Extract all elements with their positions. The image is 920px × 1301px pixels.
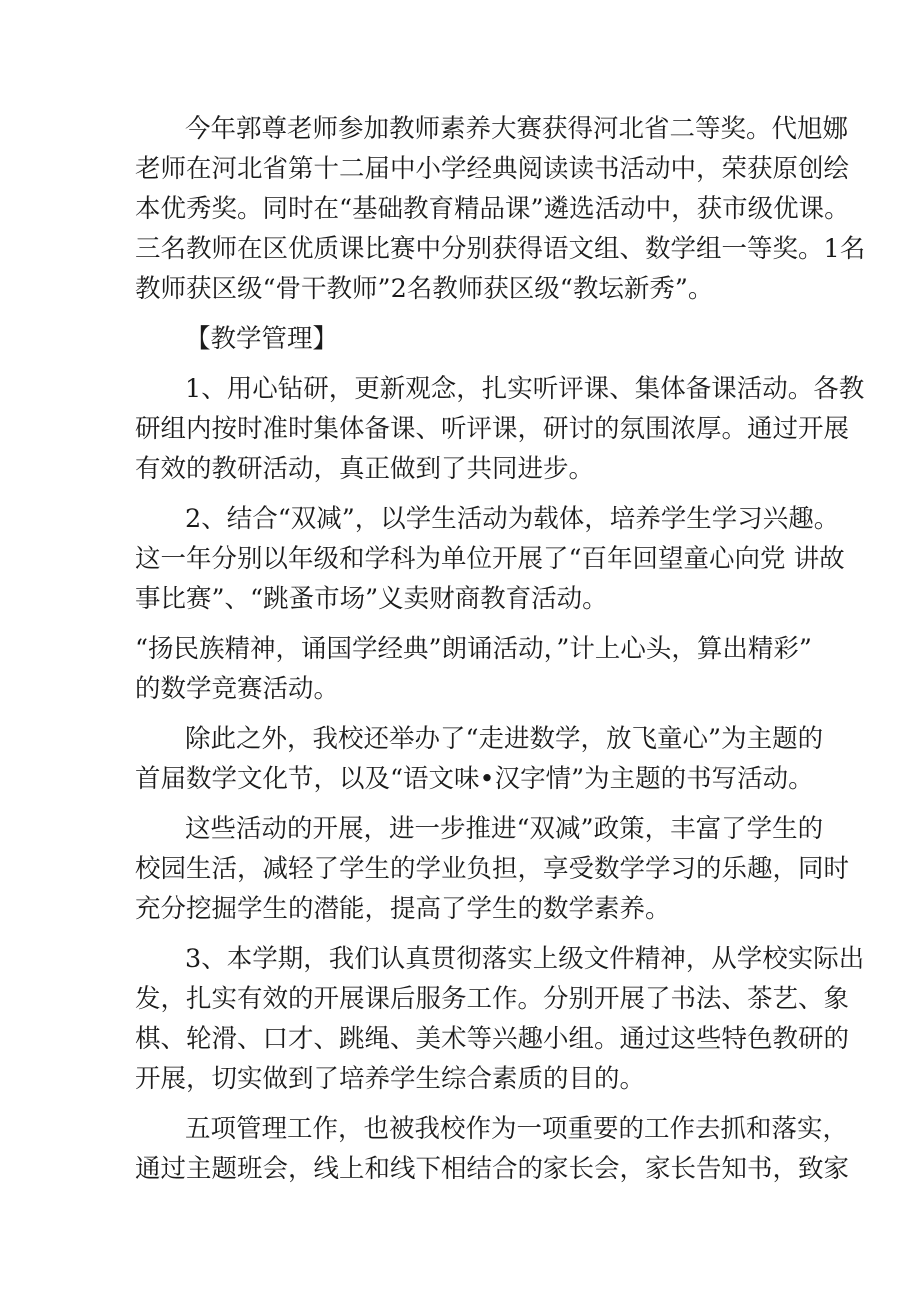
text-line: “扬民族精神，诵国学经典”朗诵活动，”计上心头，算出精彩” [135, 634, 812, 664]
text-line: 首届数学文化节，以及“语文味•汉字情”为主题的书写活动。 [135, 764, 814, 794]
text-line: 研组内按时准时集体备课、听评课，研讨的氛围浓厚。通过开展 [135, 414, 850, 444]
text-line: 通过主题班会，线上和线下相结合的家长会，家长告知书，致家 [135, 1154, 850, 1184]
text-line: 五项管理工作，也被我校作为一项重要的工作去抓和落实， [185, 1114, 849, 1144]
text-line: 3、本学期，我们认真贯彻落实上级文件精神，从学校实际出 [185, 944, 865, 974]
text-line: 老师在河北省第十二届中小学经典阅读读书活动中，荣获原创绘 [135, 154, 850, 184]
text-line: 棋、轮滑、口才、跳绳、美术等兴趣小组。通过这些特色教研的 [135, 1024, 850, 1054]
section-heading: 【教学管理】 [185, 324, 339, 354]
text-line: 的数学竞赛活动。 [135, 674, 340, 704]
text-line: 这一年分别以年级和学科为单位开展了“百年回望童心向党 讲故 [135, 544, 845, 574]
text-line: 今年郭尊老师参加教师素养大赛获得河北省二等奖。代旭娜 [185, 114, 849, 144]
text-line: 三名教师在区优质课比赛中分别获得语文组、数学组一等奖。1名 [135, 234, 866, 264]
text-line: 这些活动的开展，进一步推进“双减”政策，丰富了学生的 [185, 814, 824, 844]
text-line: 1、用心钻研，更新观念，扎实听评课、集体备课活动。各教 [185, 374, 865, 404]
text-line: 校园生活，减轻了学生的学业负担，享受数学学习的乐趣，同时 [135, 854, 850, 884]
text-line: 2、结合“双减”，以学生活动为载体，培养学生学习兴趣。 [185, 504, 840, 534]
text-line: 充分挖掘学生的潜能，提高了学生的数学素养。 [135, 894, 671, 924]
text-line: 开展，切实做到了培养学生综合素质的目的。 [135, 1064, 646, 1094]
text-line: 本优秀奖。同时在“基础教育精品课”遴选活动中，获市级优课。 [135, 194, 850, 224]
text-line: 发，扎实有效的开展课后服务工作。分别开展了书法、茶艺、象 [135, 984, 850, 1014]
text-line: 有效的教研活动，真正做到了共同进步。 [135, 454, 595, 484]
text-line: 事比赛”、“跳蚤市场”义卖财商教育活动。 [135, 584, 608, 614]
text-line: 教师获区级“骨干教师”2名教师获区级“教坛新秀”。 [135, 274, 714, 304]
text-line: 除此之外，我校还举办了“走进数学，放飞童心”为主题的 [185, 724, 824, 754]
